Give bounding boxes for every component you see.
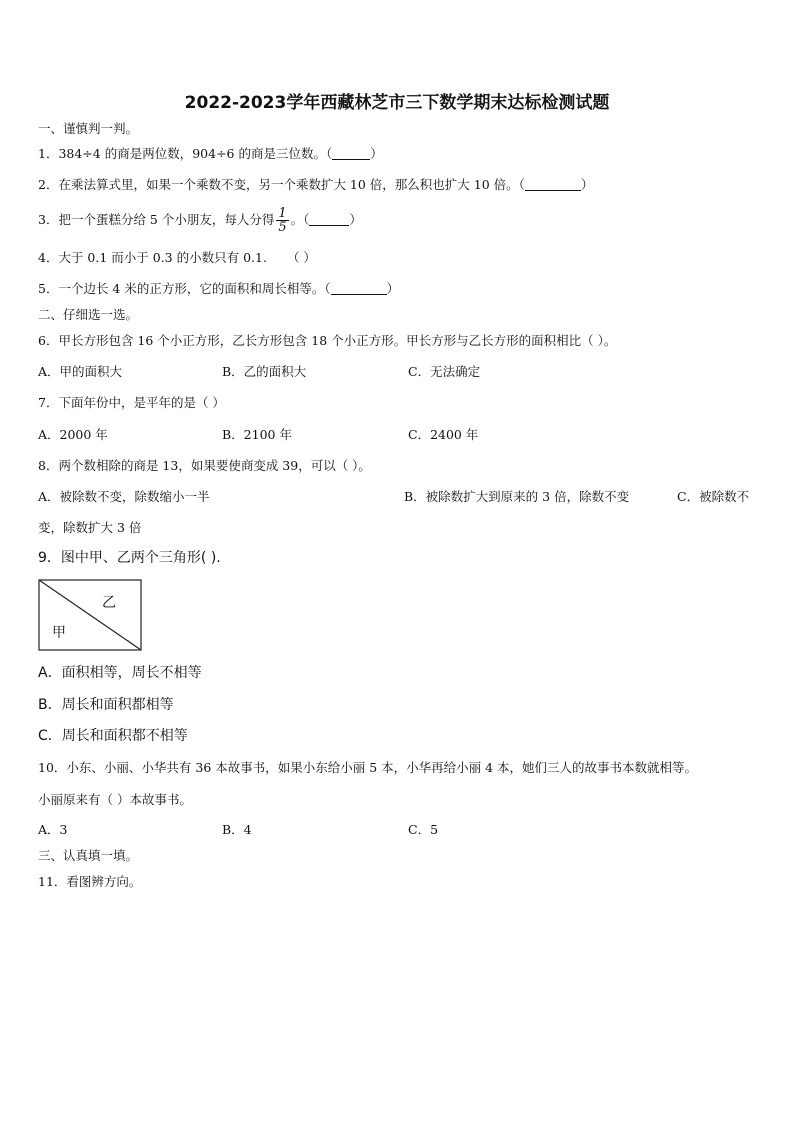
option-b[interactable]: B．乙的面积大 — [222, 364, 307, 379]
question-9 — [38, 550, 221, 566]
question-text: 图中甲、乙两个三角形( ). — [60, 550, 221, 566]
option-b[interactable]: B．2100 年 — [222, 427, 292, 442]
option-a[interactable]: A．3 — [38, 822, 68, 837]
question-text: 一个边长 4 米的正方形，它的面积和周长相等。（ — [58, 281, 331, 296]
question-text: 下面年份中，是平年的是（ ） — [58, 395, 225, 410]
question-number: 6． — [38, 333, 59, 348]
question-6 — [38, 333, 616, 349]
label-jia: 甲 — [52, 625, 66, 641]
option-c[interactable]: C．2400 年 — [408, 427, 479, 442]
option-b[interactable]: B．4 — [222, 822, 252, 837]
question-text: 大于 0.1 而小于 0.3 的小数只有 0.1. — [58, 250, 267, 265]
section-heading-judge: 一、谨慎判一判。 — [38, 121, 139, 136]
question-11 — [38, 874, 141, 890]
question-4 — [38, 250, 316, 266]
question-3: 3．把一个蛋糕分给 5 个小朋友，每人分得 $\frac{1}{5}$ 。（ ） — [38, 206, 362, 235]
question-text: 看图辨方向。 — [66, 874, 142, 889]
question-number: 10． — [38, 760, 67, 775]
question-text: 在乘法算式里，如果一个乘数不变，另一个乘数扩大 10 倍，那么积也扩大 10 倍。（ — [58, 177, 525, 192]
option-a[interactable]: A．被除数不变，除数缩小一半 — [38, 489, 210, 504]
page-title: 2022-2023学年西藏林芝市三下数学期末达标检测试题 — [184, 93, 610, 113]
question-text: 小东、小丽、小华共有 36 本故事书，如果小东给小丽 5 本，小华再给小丽 4 本，她们三人的故事书本数就相等。 — [66, 760, 698, 775]
answer-blank[interactable] — [331, 282, 387, 295]
label-yi: 乙 — [102, 595, 116, 611]
option-c[interactable]: C．5 — [408, 822, 439, 837]
question-number: 3． — [38, 212, 59, 227]
question-10-continued: 小丽原来有（ ）本故事书。 — [38, 792, 192, 807]
question-text: 把一个蛋糕分给 5 个小朋友，每人分得 — [58, 212, 275, 227]
question-number: 8． — [38, 458, 59, 473]
option-a[interactable]: A．甲的面积大 — [38, 364, 123, 379]
question-number: 2． — [38, 177, 59, 192]
question-8 — [38, 458, 371, 474]
question-text: 384÷4 的商是两位数，904÷6 的商是三位数。（ — [58, 146, 333, 161]
question-2: 2．在乘法算式里，如果一个乘数不变，另一个乘数扩大 10 倍，那么积也扩大 10 倍。（ ） — [38, 177, 594, 192]
section-heading-fill: 三、认真填一填。 — [38, 848, 139, 863]
option-c-continued: 变，除数扩大 3 倍 — [38, 520, 142, 535]
question-number: 9． — [38, 550, 61, 566]
question-10 — [38, 760, 697, 776]
question-5: 5．一个边长 4 米的正方形，它的面积和周长相等。（ ） — [38, 281, 400, 296]
question-number: 1． — [38, 146, 59, 161]
option-c[interactable]: C．被除数不 — [677, 489, 750, 504]
question-text: 甲长方形包含 16 个小正方形，乙长方形包含 18 个小正方形。甲长方形与乙长方形的面积相比（ ）。 — [58, 333, 617, 348]
option-c[interactable]: C．无法确定 — [408, 364, 481, 379]
question-number: 4． — [38, 250, 59, 265]
answer-blank[interactable] — [525, 178, 581, 191]
question-number: 5． — [38, 281, 59, 296]
option-a[interactable]: A．面积相等，周长不相等 — [38, 665, 202, 681]
option-b[interactable]: B．周长和面积都相等 — [38, 697, 174, 713]
question-number: 11． — [38, 874, 67, 889]
answer-blank[interactable] — [309, 213, 349, 226]
answer-paren[interactable]: （ ） — [286, 250, 316, 265]
option-a[interactable]: A．2000 年 — [38, 427, 108, 442]
answer-blank[interactable] — [332, 147, 370, 160]
fraction: $\frac{1}{5}$ — [278, 206, 287, 235]
option-c[interactable]: C．周长和面积都不相等 — [38, 728, 188, 744]
question-number: 7． — [38, 395, 59, 410]
triangle-figure — [38, 579, 142, 651]
question-text: 两个数相除的商是 13，如果要使商变成 39，可以（ ）。 — [58, 458, 371, 473]
option-b[interactable]: B．被除数扩大到原来的 3 倍，除数不变 — [404, 489, 630, 504]
question-7 — [38, 395, 225, 411]
question-1: 1．384÷4 的商是两位数，904÷6 的商是三位数。（ ） — [38, 146, 383, 161]
section-heading-choose: 二、仔细选一选。 — [38, 307, 139, 322]
